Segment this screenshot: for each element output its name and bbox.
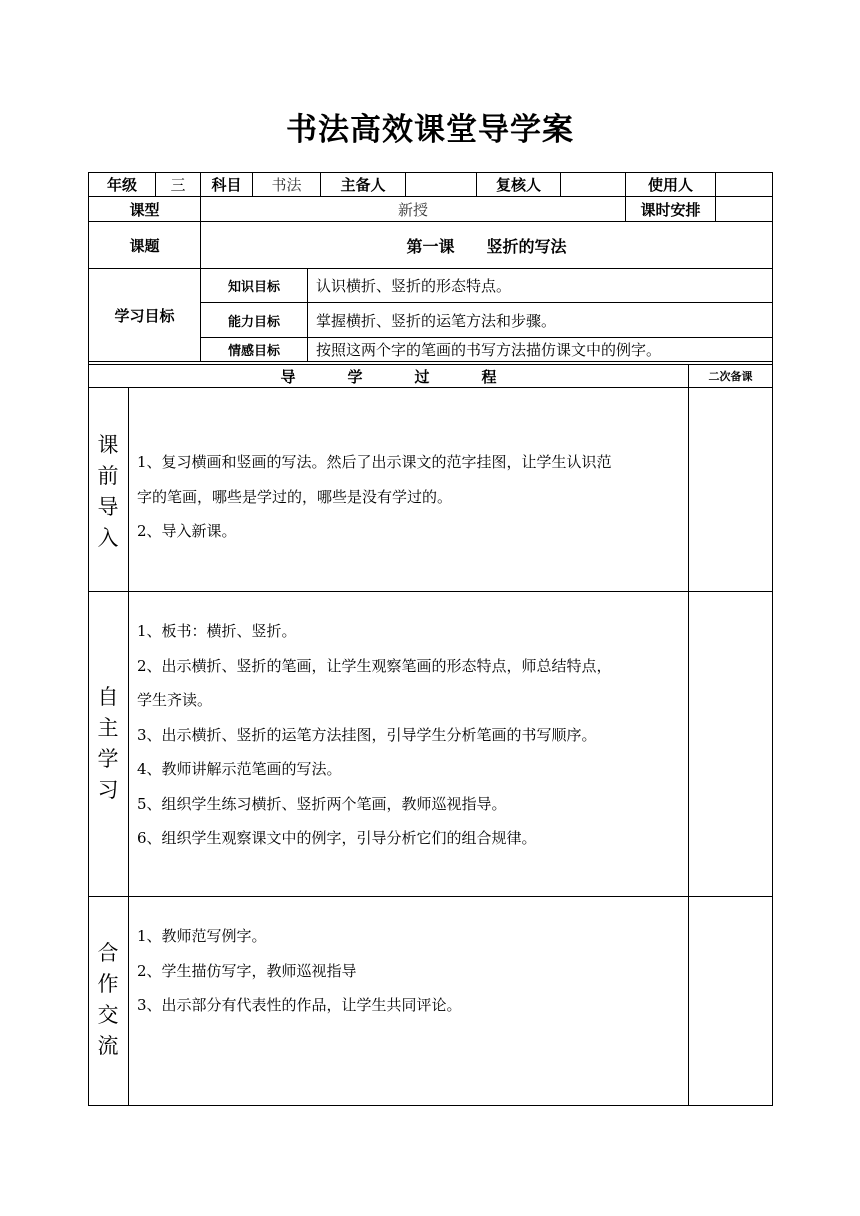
grade-label: 年级 bbox=[106, 176, 137, 194]
section-label: 合 作 交 流 bbox=[97, 941, 119, 1058]
objective-type: 情感目标 bbox=[227, 344, 280, 359]
section-line: 2、学生描仿写字，教师巡视指导 bbox=[137, 961, 357, 980]
lesson-type-value: 新授 bbox=[397, 200, 428, 219]
objectives-label: 学习目标 bbox=[114, 306, 175, 325]
section-line: 1、复习横画和竖画的写法。然后了出示课文的范字挂图，让学生认识范 bbox=[137, 453, 612, 471]
lesson-type-label: 课型 bbox=[129, 200, 160, 219]
section-line: 字的笔画，哪些是学过的，哪些是没有学过的。 bbox=[137, 487, 453, 506]
document-title: 书法高效课堂导学案 bbox=[286, 112, 574, 148]
objective-type: 知识目标 bbox=[227, 280, 280, 295]
section-line: 6、组织学生观察课文中的例字，引导分析它们的组合规律。 bbox=[137, 829, 537, 847]
section-line: 2、导入新课。 bbox=[137, 522, 237, 540]
process-title: 导 学 过 程 bbox=[280, 367, 497, 386]
schedule-label: 课时安排 bbox=[640, 200, 701, 219]
objective-text: 按照这两个字的笔画的书写方法描仿课文中的例字。 bbox=[316, 341, 662, 359]
subject-label: 科目 bbox=[211, 176, 242, 194]
reviewer-label: 复核人 bbox=[495, 176, 541, 194]
section-line: 1、板书：横折、竖折。 bbox=[137, 622, 297, 640]
section-line: 学生齐读。 bbox=[137, 691, 213, 709]
section-line: 5、组织学生练习横折、竖折两个笔画，教师巡视指导。 bbox=[137, 794, 507, 813]
subject-value: 书法 bbox=[271, 176, 302, 194]
section-line: 3、出示横折、竖折的运笔方法挂图，引导学生分析笔画的书写顺序。 bbox=[137, 725, 597, 744]
section-line: 2、出示横折、竖折的笔画，让学生观察笔画的形态特点，师总结特点， bbox=[137, 656, 612, 675]
section-body bbox=[137, 445, 612, 549]
section-body bbox=[137, 919, 462, 1023]
section-line: 1、教师范写例字。 bbox=[137, 927, 267, 945]
lead-preparer-value bbox=[406, 173, 476, 196]
section-body bbox=[137, 614, 612, 856]
objective-type: 能力目标 bbox=[227, 314, 280, 330]
section-line: 3、出示部分有代表性的作品，让学生共同评论。 bbox=[137, 996, 462, 1014]
reviewer-value bbox=[561, 173, 625, 196]
second-prep-label: 二次备课 bbox=[708, 370, 753, 383]
section-label: 自 主 学 习 bbox=[97, 685, 119, 802]
objective-text: 认识横折、竖折的形态特点。 bbox=[316, 277, 512, 295]
schedule-value bbox=[716, 197, 772, 221]
section-line: 4、教师讲解示范笔画的写法。 bbox=[137, 760, 342, 778]
grade-value: 三 bbox=[170, 176, 186, 194]
lead-preparer-label: 主备人 bbox=[340, 176, 386, 194]
objective-text: 掌握横折、竖折的运笔方法和步骤。 bbox=[316, 311, 557, 330]
topic-label: 课题 bbox=[129, 236, 160, 255]
user-value bbox=[716, 173, 772, 196]
section-label: 课 前 导 入 bbox=[97, 433, 119, 550]
topic-value: 第一课 竖折的写法 bbox=[406, 236, 567, 256]
user-label: 使用人 bbox=[647, 176, 693, 194]
